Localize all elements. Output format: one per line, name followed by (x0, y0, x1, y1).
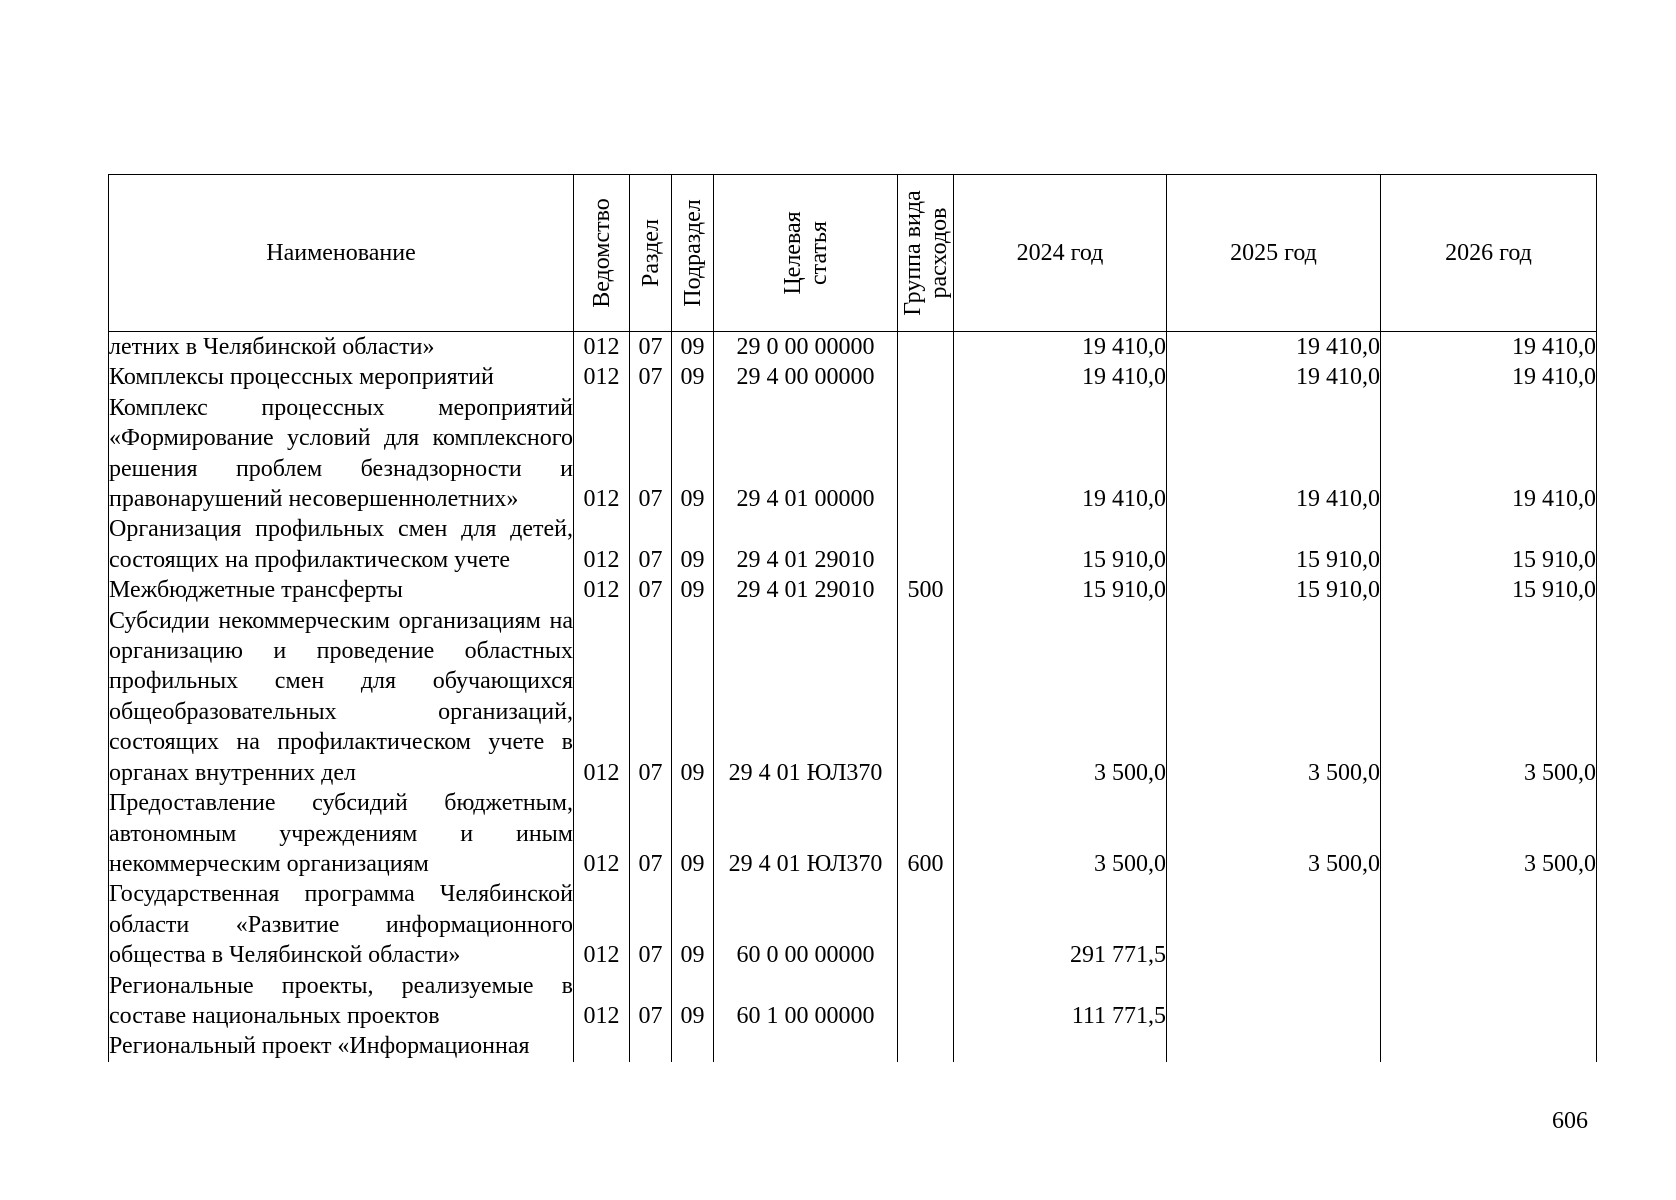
row-podrazdel: 09 (672, 393, 714, 515)
row-amount-2026: 15 910,0 (1381, 575, 1597, 605)
row-amount-2024: 15 910,0 (954, 514, 1167, 575)
row-expense-group (898, 393, 954, 515)
row-podrazdel: 09 (672, 971, 714, 1032)
row-name: Государственная программа Челябинской области «Развитие информационного общества в Челябинской области» (109, 879, 574, 970)
row-amount-2026: 3 500,0 (1381, 788, 1597, 879)
row-vedomstvo: 012 (574, 879, 630, 970)
row-podrazdel: 09 (672, 362, 714, 392)
row-vedomstvo: 012 (574, 575, 630, 605)
row-name: летних в Челябинской области» (109, 332, 574, 363)
row-vedomstvo: 012 (574, 514, 630, 575)
row-razdel: 07 (630, 971, 672, 1032)
row-vedomstvo: 012 (574, 393, 630, 515)
row-amount-2024: 3 500,0 (954, 788, 1167, 879)
row-amount-2026: 3 500,0 (1381, 606, 1597, 788)
row-amount-2026: 15 910,0 (1381, 514, 1597, 575)
row-name: Межбюджетные трансферты (109, 575, 574, 605)
table-row (109, 332, 1597, 363)
row-target-article: 29 0 00 00000 (714, 332, 898, 363)
row-razdel: 07 (630, 514, 672, 575)
row-amount-2026 (1381, 971, 1597, 1032)
row-expense-group: 600 (898, 788, 954, 879)
row-target-article: 29 4 01 29010 (714, 575, 898, 605)
row-amount-2025: 15 910,0 (1167, 575, 1381, 605)
header-target-article: Целевая статья (714, 175, 898, 332)
header-year-2024: 2024 год (954, 175, 1167, 332)
row-amount-2024 (954, 1031, 1167, 1061)
row-expense-group (898, 514, 954, 575)
row-razdel: 07 (630, 879, 672, 970)
row-razdel: 07 (630, 606, 672, 788)
row-podrazdel: 09 (672, 514, 714, 575)
row-target-article: 29 4 01 ЮЛ370 (714, 788, 898, 879)
row-amount-2026: 19 410,0 (1381, 362, 1597, 392)
row-name: Предоставление субсидий бюджетным, автономным учреждениям и иным некоммерческим организациям (109, 788, 574, 879)
row-amount-2026: 19 410,0 (1381, 332, 1597, 363)
header-row (109, 175, 1597, 332)
row-amount-2025: 15 910,0 (1167, 514, 1381, 575)
table-row (109, 971, 1597, 1032)
row-amount-2025: 19 410,0 (1167, 332, 1381, 363)
row-amount-2025 (1167, 1031, 1381, 1061)
row-amount-2026 (1381, 1031, 1597, 1061)
row-amount-2024: 15 910,0 (954, 575, 1167, 605)
row-name: Организация профильных смен для детей, состоящих на профилактическом учете (109, 514, 574, 575)
row-razdel: 07 (630, 575, 672, 605)
row-target-article: 29 4 01 29010 (714, 514, 898, 575)
row-podrazdel: 09 (672, 606, 714, 788)
row-expense-group (898, 1031, 954, 1061)
row-razdel: 07 (630, 362, 672, 392)
row-amount-2025 (1167, 971, 1381, 1032)
row-podrazdel: 09 (672, 332, 714, 363)
row-expense-group: 500 (898, 575, 954, 605)
table-row (109, 514, 1597, 575)
row-name: Комплексы процессных мероприятий (109, 362, 574, 392)
row-amount-2024: 19 410,0 (954, 393, 1167, 515)
row-amount-2024: 19 410,0 (954, 332, 1167, 363)
row-amount-2025 (1167, 879, 1381, 970)
row-vedomstvo (574, 1031, 630, 1061)
row-expense-group (898, 606, 954, 788)
row-amount-2025: 3 500,0 (1167, 606, 1381, 788)
header-year-2025: 2025 год (1167, 175, 1381, 332)
row-expense-group (898, 879, 954, 970)
row-vedomstvo: 012 (574, 971, 630, 1032)
row-amount-2024: 3 500,0 (954, 606, 1167, 788)
row-razdel: 07 (630, 393, 672, 515)
row-target-article: 29 4 01 00000 (714, 393, 898, 515)
row-name: Региональные проекты, реализуемые в составе национальных проектов (109, 971, 574, 1032)
row-expense-group (898, 971, 954, 1032)
row-name: Комплекс процессных мероприятий «Формирование условий для комплексного решения проблем безнадзорности и правонарушений несовершеннолетних» (109, 393, 574, 515)
table-row (109, 788, 1597, 879)
header-expense-group: Группа вида расходов (898, 175, 954, 332)
page-number: 606 (1552, 1108, 1588, 1134)
row-podrazdel: 09 (672, 788, 714, 879)
row-amount-2024: 291 771,5 (954, 879, 1167, 970)
table-row (109, 362, 1597, 392)
table-row (109, 606, 1597, 788)
row-amount-2024: 19 410,0 (954, 362, 1167, 392)
table-row (109, 575, 1597, 605)
row-podrazdel: 09 (672, 575, 714, 605)
row-podrazdel (672, 1031, 714, 1061)
row-name: Субсидии некоммерческим организациям на организацию и проведение областных профильных смен для обучающихся общеобразовательных организаций, состоящих на профилактическом учете в органах внутренних дел (109, 606, 574, 788)
header-podrazdel: Подраздел (672, 175, 714, 332)
row-vedomstvo: 012 (574, 362, 630, 392)
row-target-article: 60 0 00 00000 (714, 879, 898, 970)
row-razdel: 07 (630, 788, 672, 879)
table-row (109, 393, 1597, 515)
row-razdel (630, 1031, 672, 1061)
row-expense-group (898, 362, 954, 392)
table-row (109, 1031, 1597, 1061)
row-amount-2025: 19 410,0 (1167, 393, 1381, 515)
header-name: Наименование (109, 175, 574, 332)
row-target-article (714, 1031, 898, 1061)
header-vedomstvo: Ведомство (574, 175, 630, 332)
row-razdel: 07 (630, 332, 672, 363)
row-amount-2024: 111 771,5 (954, 971, 1167, 1032)
row-expense-group (898, 332, 954, 363)
row-name: Региональный проект «Информационная (109, 1031, 574, 1061)
table-row (109, 879, 1597, 970)
header-razdel: Раздел (630, 175, 672, 332)
row-amount-2025: 19 410,0 (1167, 362, 1381, 392)
header-year-2026: 2026 год (1381, 175, 1597, 332)
row-amount-2026 (1381, 879, 1597, 970)
row-podrazdel: 09 (672, 879, 714, 970)
budget-table (108, 174, 1597, 1062)
row-vedomstvo: 012 (574, 332, 630, 363)
row-target-article: 29 4 01 ЮЛ370 (714, 606, 898, 788)
row-amount-2026: 19 410,0 (1381, 393, 1597, 515)
row-target-article: 60 1 00 00000 (714, 971, 898, 1032)
row-target-article: 29 4 00 00000 (714, 362, 898, 392)
row-vedomstvo: 012 (574, 788, 630, 879)
row-amount-2025: 3 500,0 (1167, 788, 1381, 879)
row-vedomstvo: 012 (574, 606, 630, 788)
